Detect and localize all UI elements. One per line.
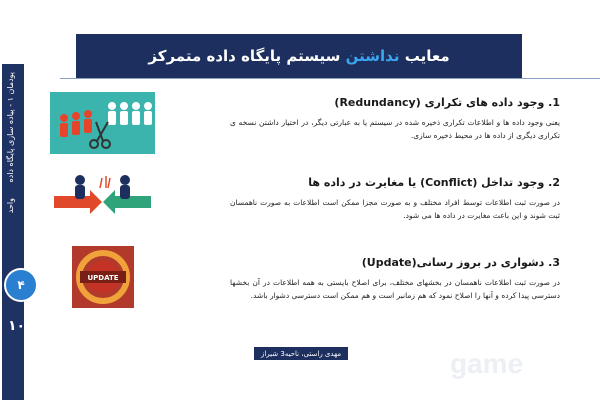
- section-2-title: 2. وجود تداخل (Conflict) یا مغایرت در داده ها: [308, 176, 560, 189]
- conflict-illustration: [50, 168, 155, 230]
- section-1-body: یعنی وجود داده ها و اطلاعات تکراری ذخیره شده در سیستم یا به عبارتی دیگر، در اختیار داشتن نسخه ی تکراری دیگری از داده ها در محیط ذخیره سازی.: [230, 118, 560, 140]
- sidebar-unit-label: واحد: [6, 198, 15, 214]
- page-title-bar: [76, 34, 522, 78]
- section-1-title: 1. وجود داده های تکراری (Redundancy): [334, 96, 560, 109]
- page-title: [148, 47, 449, 65]
- watermark-logo: game: [450, 348, 524, 379]
- update-badge-text: UPDATE: [87, 274, 119, 282]
- sidebar-module-label: پودمان ۱ - پیاده سازی پایگاه داده: [6, 72, 15, 183]
- redundancy-illustration: [50, 92, 155, 154]
- sidebar-page-number: ۱۰: [8, 318, 26, 334]
- section-3-title: 3. دشواری در بروز رسانی(Update): [361, 256, 560, 269]
- title-suffix: سیستم پایگاه داده متمرکز: [148, 47, 341, 65]
- section-3-body: در صورت ثبت اطلاعات ناهمسان در بخشهای مختلف، برای اصلاح بایستی به همه اطلاعات در آن بخشها دسترسی پیدا کرده و آنها را اصلاح نمود که هم زمانبر است و هم ممکن است دسترسی دشوار باشد.: [230, 278, 560, 300]
- footer-author: مهدی راستی، ناحیه3 شیراز: [254, 347, 348, 360]
- title-divider: [60, 78, 600, 79]
- section-2-body: در صورت ثبت اطلاعات توسط افراد مختلف و به صورت مجزا ممکن است اطلاعات به صورت ناهمسان ثبت شوند و این باعث مغایرت در داده ها می شود.: [230, 198, 560, 220]
- sidebar-unit-badge: ۴: [4, 268, 38, 302]
- title-highlight: نداشتن: [345, 47, 400, 65]
- title-prefix: معایب: [404, 47, 450, 65]
- update-illustration: [50, 246, 155, 308]
